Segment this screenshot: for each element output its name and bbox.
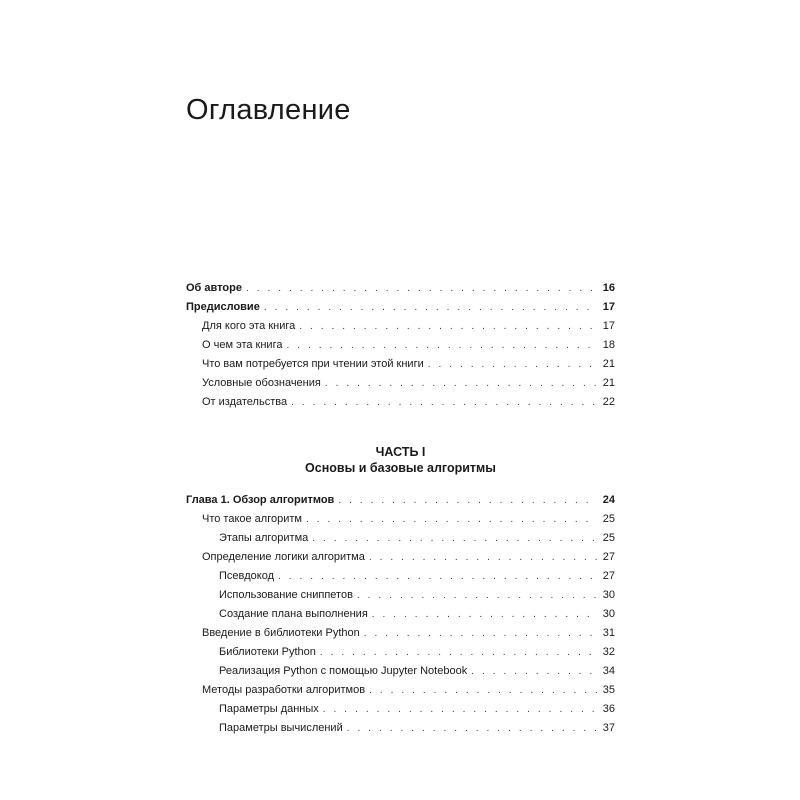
toc-entry (186, 393, 615, 412)
toc-entry (186, 298, 615, 317)
page-title: Оглавление (186, 94, 351, 126)
toc-dot-leader (428, 355, 597, 374)
toc-entry (186, 719, 615, 738)
toc-dot-leader (364, 624, 597, 643)
toc-page-number: 31 (602, 627, 615, 639)
toc-page-number: 25 (602, 532, 615, 544)
toc-page-number: 21 (602, 377, 615, 389)
toc-entry-title: Условные обозначения (202, 377, 321, 389)
toc-page-number: 22 (602, 396, 615, 408)
toc-page-number: 17 (602, 320, 615, 332)
toc-page-number: 30 (602, 589, 615, 601)
toc-dot-leader (325, 374, 597, 393)
toc-entry-title: Создание плана выполнения (219, 608, 368, 620)
toc-entry (186, 662, 615, 681)
toc-page-number: 30 (602, 608, 615, 620)
toc-dot-leader (299, 317, 597, 336)
toc-entry-title: Библиотеки Python (219, 646, 316, 658)
part-number: ЧАСТЬ I (375, 445, 426, 459)
toc-page-number: 36 (602, 703, 615, 715)
toc-entry (186, 374, 615, 393)
toc-entry-title: Предисловие (186, 301, 260, 313)
toc-dot-leader (338, 491, 597, 510)
toc-page-number: 27 (602, 551, 615, 563)
toc-dot-leader (278, 567, 597, 586)
toc-page-number: 24 (602, 494, 615, 506)
part-title: Основы и базовые алгоритмы (305, 461, 496, 475)
toc-entry-title: Методы разработки алгоритмов (202, 684, 366, 696)
toc-entry-title: Параметры вычислений (219, 722, 343, 734)
toc-entry-title: О чем эта книга (202, 339, 283, 351)
toc-dot-leader (291, 393, 597, 412)
toc-entry-title: Определение логики алгоритма (202, 551, 365, 563)
toc-dot-leader (286, 336, 597, 355)
toc-dot-leader (264, 298, 597, 317)
toc-entry (186, 336, 615, 355)
toc-entry (186, 491, 615, 510)
toc-dot-leader (347, 719, 597, 738)
toc-entry-title: Этапы алгоритма (219, 532, 309, 544)
toc-page-number: 18 (602, 339, 615, 351)
toc-dot-leader (320, 643, 597, 662)
toc-entry-title: Использование сниппетов (219, 589, 353, 601)
toc-entry (186, 586, 615, 605)
toc-dot-leader (246, 279, 597, 298)
toc-entry-title: Параметры данных (219, 703, 319, 715)
toc-entry-title: Об авторе (186, 282, 242, 294)
toc-entry-title: Псевдокод (219, 570, 275, 582)
toc-entry-title: От издательства (202, 396, 288, 408)
toc-dot-leader (323, 700, 597, 719)
toc-page-number: 21 (602, 358, 615, 370)
toc-entry (186, 548, 615, 567)
toc-dot-leader (471, 662, 597, 681)
toc-entry (186, 317, 615, 336)
toc-dot-leader (357, 586, 597, 605)
toc-entry (186, 643, 615, 662)
toc-dot-leader (369, 548, 597, 567)
toc-entry-title: Введение в библиотеки Python (202, 627, 360, 639)
toc-page-number: 35 (602, 684, 615, 696)
toc-entry-title: Что такое алгоритм (202, 513, 302, 525)
toc-page-number: 17 (602, 301, 615, 313)
toc-dot-leader (369, 681, 597, 700)
toc-entry (186, 624, 615, 643)
toc-entry (186, 605, 615, 624)
toc-page-number: 16 (602, 282, 615, 294)
toc-entry (186, 279, 615, 298)
toc-entry (186, 355, 615, 374)
toc-entry (186, 567, 615, 586)
toc-dot-leader (312, 529, 597, 548)
toc-entry-title: Глава 1. Обзор алгоритмов (186, 494, 335, 506)
toc-entry (186, 681, 615, 700)
toc-page-number: 34 (602, 665, 615, 677)
toc-page-number: 27 (602, 570, 615, 582)
toc-entry (186, 529, 615, 548)
part-heading (186, 444, 615, 476)
toc-entry (186, 510, 615, 529)
toc-entry-title: Что вам потребуется при чтении этой книги (202, 358, 424, 370)
toc-page-number: 37 (602, 722, 615, 734)
toc-entry (186, 700, 615, 719)
toc-dot-leader (306, 510, 597, 529)
toc-entry-title: Для кого эта книга (202, 320, 296, 332)
toc-chapter-1 (186, 491, 615, 738)
toc-dot-leader (372, 605, 597, 624)
toc-front-matter (186, 279, 615, 412)
toc-page-number: 25 (602, 513, 615, 525)
toc-page-number: 32 (602, 646, 615, 658)
toc-entry-title: Реализация Python с помощью Jupyter Notebook (219, 665, 468, 677)
